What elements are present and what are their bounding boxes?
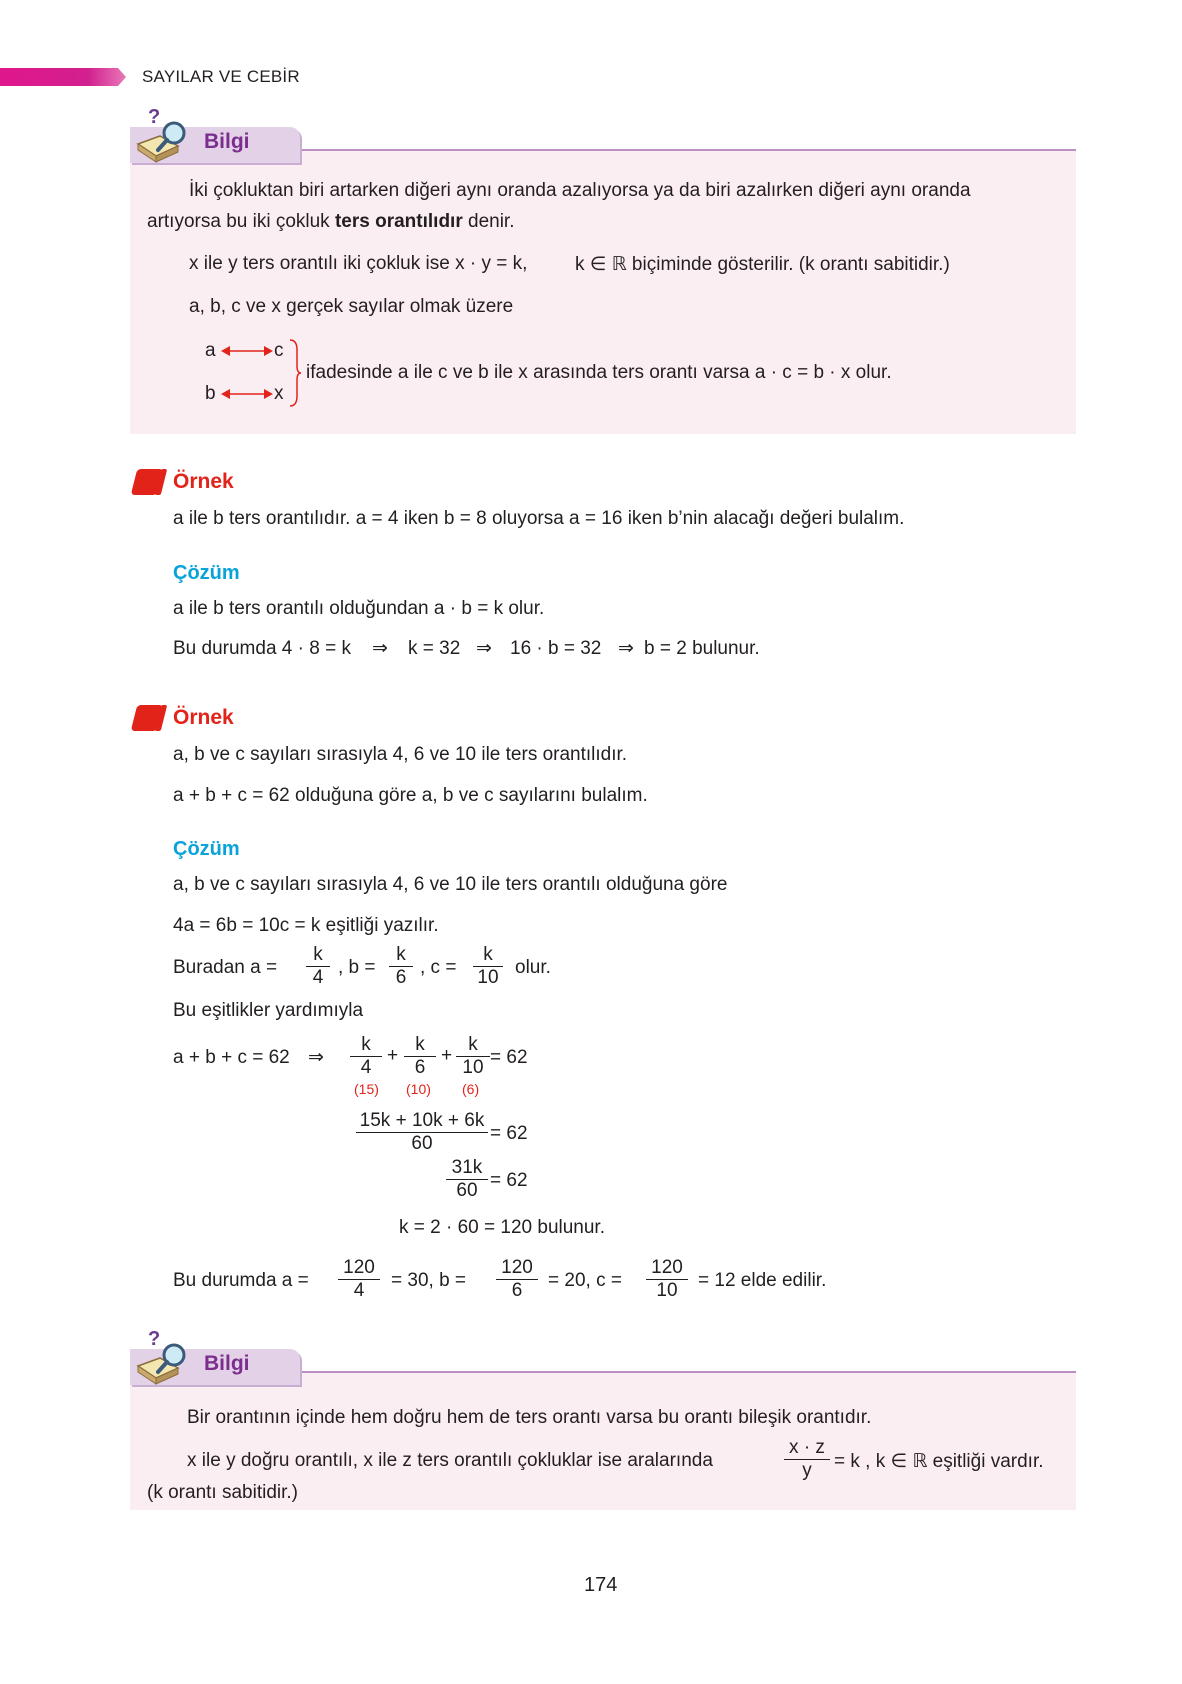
- double-arrow-icon: [221, 387, 273, 401]
- pair-explanation: ifadesinde a ile c ve b ile x arasında ters orantı varsa a · c = b · x olur.: [306, 362, 892, 383]
- ornek-title: Örnek: [173, 706, 234, 729]
- equals-62: = 62: [490, 1170, 528, 1191]
- cozum-step-4: Bu eşitlikler yardımıyla: [173, 1000, 364, 1021]
- cozum-title: Çözüm: [173, 562, 240, 584]
- svg-text:?: ?: [148, 1328, 161, 1350]
- fraction-sum-over-60: [356, 1110, 488, 1155]
- denominator: 60: [456, 1180, 478, 1201]
- bilgi-equation-tail: = k , k ∈ ℝ eşitliği vardır.: [834, 1451, 1044, 1472]
- pair-a: a: [205, 340, 216, 361]
- magnifier-book-icon: [134, 106, 198, 170]
- bilgi-paragraph-line-2: x ile y doğru orantılı, x ile z ters orantılı çokluklar ise aralarında: [187, 1450, 713, 1471]
- fraction-k-over-4: [350, 1034, 382, 1079]
- numerator: 120: [343, 1257, 375, 1278]
- bilgi-paragraph-line-3: (k orantı sabitidir.): [147, 1482, 298, 1503]
- page-number: 174: [584, 1574, 618, 1596]
- pair-x: x: [274, 383, 284, 404]
- cozum-step-1: a, b ve c sayıları sırasıyla 4, 6 ve 10 ile ters orantılı olduğuna göre: [173, 874, 728, 895]
- denominator: 4: [353, 1280, 365, 1301]
- numerator: k: [361, 1034, 371, 1055]
- bilgi-paragraph-line-1: İki çokluktan biri artarken diğeri aynı oranda azalıyorsa ya da biri azalırken diğeri aynı oranda: [189, 180, 971, 201]
- implies-arrow: ⇒: [308, 1047, 324, 1068]
- denominator: y: [802, 1460, 812, 1481]
- numerator: k: [415, 1034, 425, 1055]
- plus-sign: +: [441, 1045, 453, 1066]
- text: artıyorsa bu iki çokluk: [147, 211, 335, 232]
- fraction-120-over-4: [338, 1257, 380, 1302]
- fraction-120-over-6: [496, 1257, 538, 1302]
- pair-c: c: [274, 340, 284, 361]
- fraction-k-over-4: [306, 944, 330, 989]
- cozum-step-2: 4a = 6b = 10c = k eşitliği yazılır.: [173, 915, 439, 936]
- numerator: 120: [651, 1257, 683, 1278]
- cozum-title: Çözüm: [173, 838, 240, 860]
- numerator: x · z: [789, 1437, 825, 1458]
- denominator: 4: [360, 1057, 372, 1078]
- result-b: = 20, c =: [548, 1270, 622, 1291]
- implies-arrow: ⇒: [476, 638, 492, 659]
- denominator: 6: [511, 1280, 523, 1301]
- pair-b: b: [205, 383, 216, 404]
- numerator: k: [483, 944, 493, 965]
- plus-sign: +: [387, 1045, 399, 1066]
- numerator: k: [313, 944, 323, 965]
- denominator: 10: [462, 1057, 484, 1078]
- cozum-step-1: a ile b ters orantılı olduğundan a · b = k olur.: [173, 598, 545, 619]
- cozum-step-3-label: Buradan a =: [173, 957, 278, 978]
- fraction-xz-over-y: [784, 1437, 830, 1482]
- cozum-step-2d: b = 2 bulunur.: [644, 638, 760, 659]
- bilgi-title: Bilgi: [204, 130, 250, 153]
- keyword-ters-orantili: ters orantılıdır: [334, 211, 463, 232]
- numerator: 15k + 10k + 6k: [359, 1110, 485, 1131]
- implies-arrow: ⇒: [372, 638, 388, 659]
- lcd-multiplier-6: (6): [462, 1081, 480, 1097]
- ornek-question-line-2: a + b + c = 62 olduğuna göre a, b ve c sayılarını bulalım.: [173, 785, 648, 806]
- denominator: 4: [312, 967, 324, 988]
- cozum-step-2a: Bu durumda 4 · 8 = k: [173, 638, 351, 659]
- denominator: 10: [656, 1280, 678, 1301]
- magnifier-book-icon: [134, 1328, 198, 1392]
- sum-equation: a + b + c = 62: [173, 1047, 290, 1068]
- numerator: 120: [501, 1257, 533, 1278]
- bilgi-rule: [290, 149, 1076, 151]
- equals-62: = 62: [490, 1123, 528, 1144]
- denominator: 60: [411, 1133, 433, 1154]
- text: , c =: [420, 957, 457, 978]
- implies-arrow: ⇒: [618, 638, 634, 659]
- ornek-title: Örnek: [173, 470, 234, 493]
- numerator: 31k: [451, 1157, 483, 1178]
- fraction-31k-over-60: [446, 1157, 488, 1202]
- denominator: 6: [414, 1057, 426, 1078]
- equals-62: = 62: [490, 1047, 528, 1068]
- denominator: 6: [395, 967, 407, 988]
- bilgi-definition-right: k ∈ ℝ biçiminde gösterilir. (k orantı sabitidir.): [575, 254, 950, 275]
- cozum-step-2b: k = 32: [408, 638, 461, 659]
- double-arrow-icon: [221, 344, 273, 358]
- bilgi-definition-left: x ile y ters orantılı iki çokluk ise x · y = k,: [189, 253, 528, 274]
- text: , b =: [338, 957, 376, 978]
- bilgi-paragraph-line-2: [147, 211, 514, 233]
- result-c: = 12 elde edilir.: [698, 1270, 827, 1291]
- section-header-bar: [0, 68, 126, 86]
- svg-text:?: ?: [148, 106, 161, 128]
- numerator: k: [468, 1034, 478, 1055]
- ornek-question-line-1: a, b ve c sayıları sırasıyla 4, 6 ve 10 ile ters orantılıdır.: [173, 744, 628, 765]
- bilgi-paragraph-line-1: Bir orantının içinde hem doğru hem de ters orantı varsa bu orantı bileşik orantıdır.: [187, 1407, 872, 1428]
- text: denir.: [462, 211, 515, 232]
- lcd-multiplier-10: (10): [406, 1081, 431, 1097]
- text: olur.: [515, 957, 551, 978]
- cozum-step-2c: 16 · b = 32: [510, 638, 602, 659]
- fraction-120-over-10: [646, 1257, 688, 1302]
- ornek-question: a ile b ters orantılıdır. a = 4 iken b = 8 oluyorsa a = 16 iken b’nin alacağı değeri bulalım.: [173, 508, 905, 529]
- lcd-multiplier-15: (15): [354, 1081, 379, 1097]
- bilgi-title: Bilgi: [204, 1352, 250, 1375]
- right-brace-icon: [288, 338, 302, 408]
- fraction-k-over-10: [456, 1034, 490, 1079]
- section-header-title: SAYILAR VE CEBİR: [142, 67, 300, 86]
- numerator: k: [396, 944, 406, 965]
- fraction-k-over-10: [473, 944, 503, 989]
- bilgi-condition: a, b, c ve x gerçek sayılar olmak üzere: [189, 296, 514, 317]
- denominator: 10: [477, 967, 499, 988]
- k-result: k = 2 · 60 = 120 bulunur.: [399, 1217, 605, 1238]
- bilgi-rule: [290, 1371, 1076, 1373]
- result-a: = 30, b =: [391, 1270, 467, 1291]
- fraction-k-over-6: [404, 1034, 436, 1079]
- final-label: Bu durumda a =: [173, 1270, 309, 1291]
- fraction-k-over-6: [389, 944, 413, 989]
